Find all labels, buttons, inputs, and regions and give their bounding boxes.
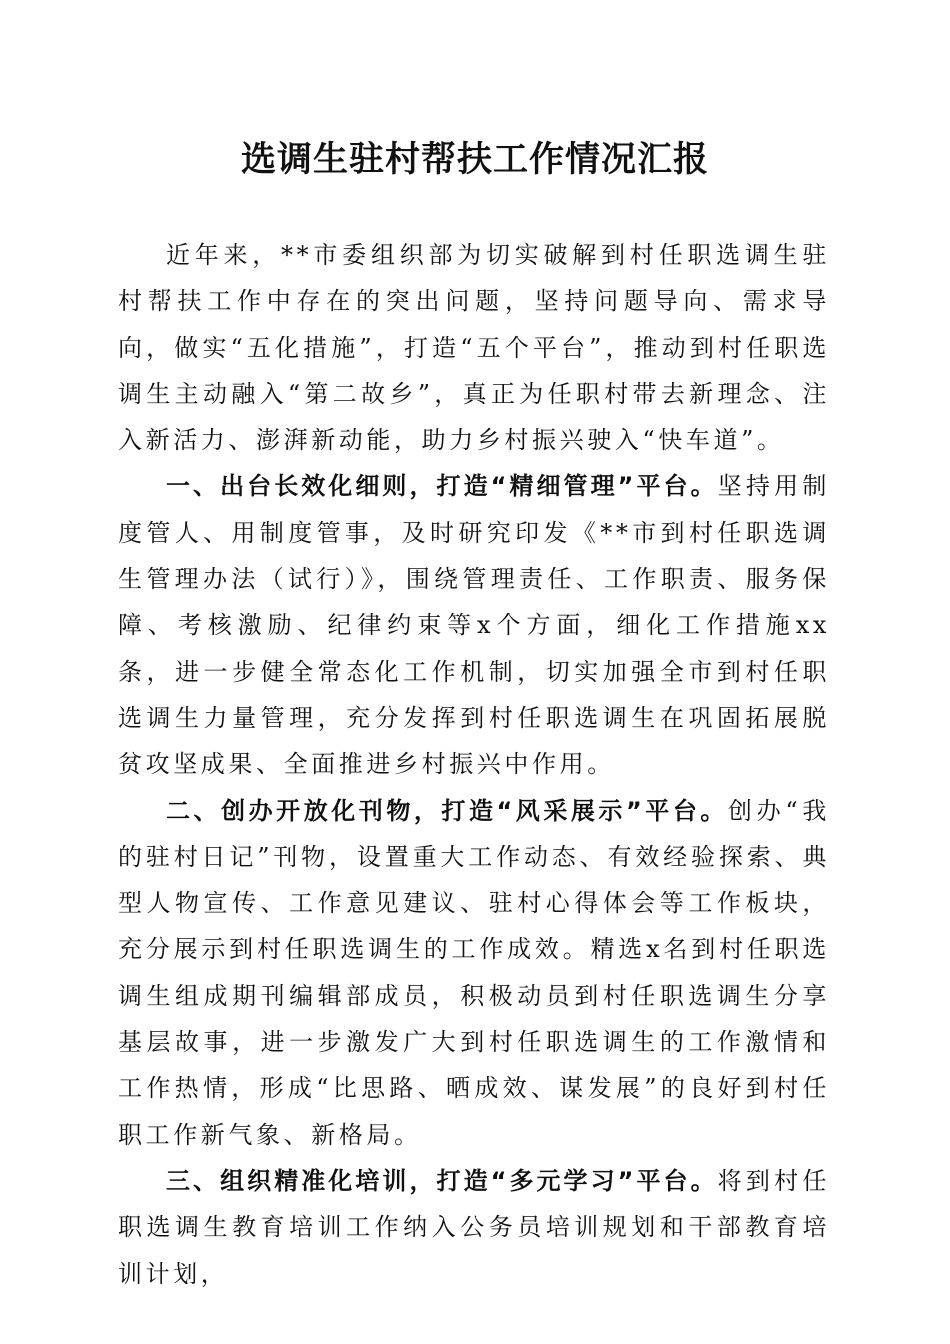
document-body	[118, 232, 830, 1297]
intro-paragraph: 近年来，**市委组织部为切实破解到村任职选调生驻村帮扶工作中存在的突出问题，坚持问题导向、需求导向，做实“五化措施”，打造“五个平台”，推动到村任职选调生主动融入“第二故乡”，真正为任职村带去新理念、注入新活力、澎湃新动能，助力乡村振兴驶入“快车道”。	[118, 241, 830, 455]
section-paragraph-3	[118, 1158, 830, 1297]
section-body-2: 创办“我的驻村日记”刊物，设置重大工作动态、有效经验探索、典型人物宣传、工作意见建议、驻村心得体会等工作板块，充分展示到村任职选调生的工作成效。精选x名到村任职选调生组成期刊编辑部成员，积极动员到村任职选调生分享基层故事，进一步激发广大到村任职选调生的工作激情和工作热情，形成“比思路、晒成效、谋发展”的良好到村任职工作新气象、新格局。	[118, 796, 830, 1149]
section-body-3: 将到村任职选调生教育培训工作纳入公务员培训规划和干部教育培训计划，	[118, 1166, 830, 1288]
section-heading-2: 二、创办开放化刊物，打造“风采展示”平台。	[166, 796, 728, 825]
section-heading-3: 三、组织精准化培训，打造“多元学习”平台。	[166, 1166, 718, 1195]
section-paragraph-1	[118, 463, 830, 787]
document-title: 选调生驻村帮扶工作情况汇报	[240, 139, 709, 180]
section-body-1: 坚持用制度管人、用制度管事，及时研究印发《**市到村任职选调生管理办法（试行）》，围绕管理责任、工作职责、服务保障、考核激励、纪律约束等x个方面，细化工作措施xx条，进一步健全常态化工作机制，切实加强全市到村任职选调生力量管理，充分发挥到村任职选调生在巩固拓展脱贫攻坚成果、全面推进乡村振兴中作用。	[118, 472, 830, 779]
section-paragraph-2	[118, 788, 830, 1158]
section-heading-1: 一、出台长效化细则，打造“精细管理”平台。	[166, 472, 718, 501]
